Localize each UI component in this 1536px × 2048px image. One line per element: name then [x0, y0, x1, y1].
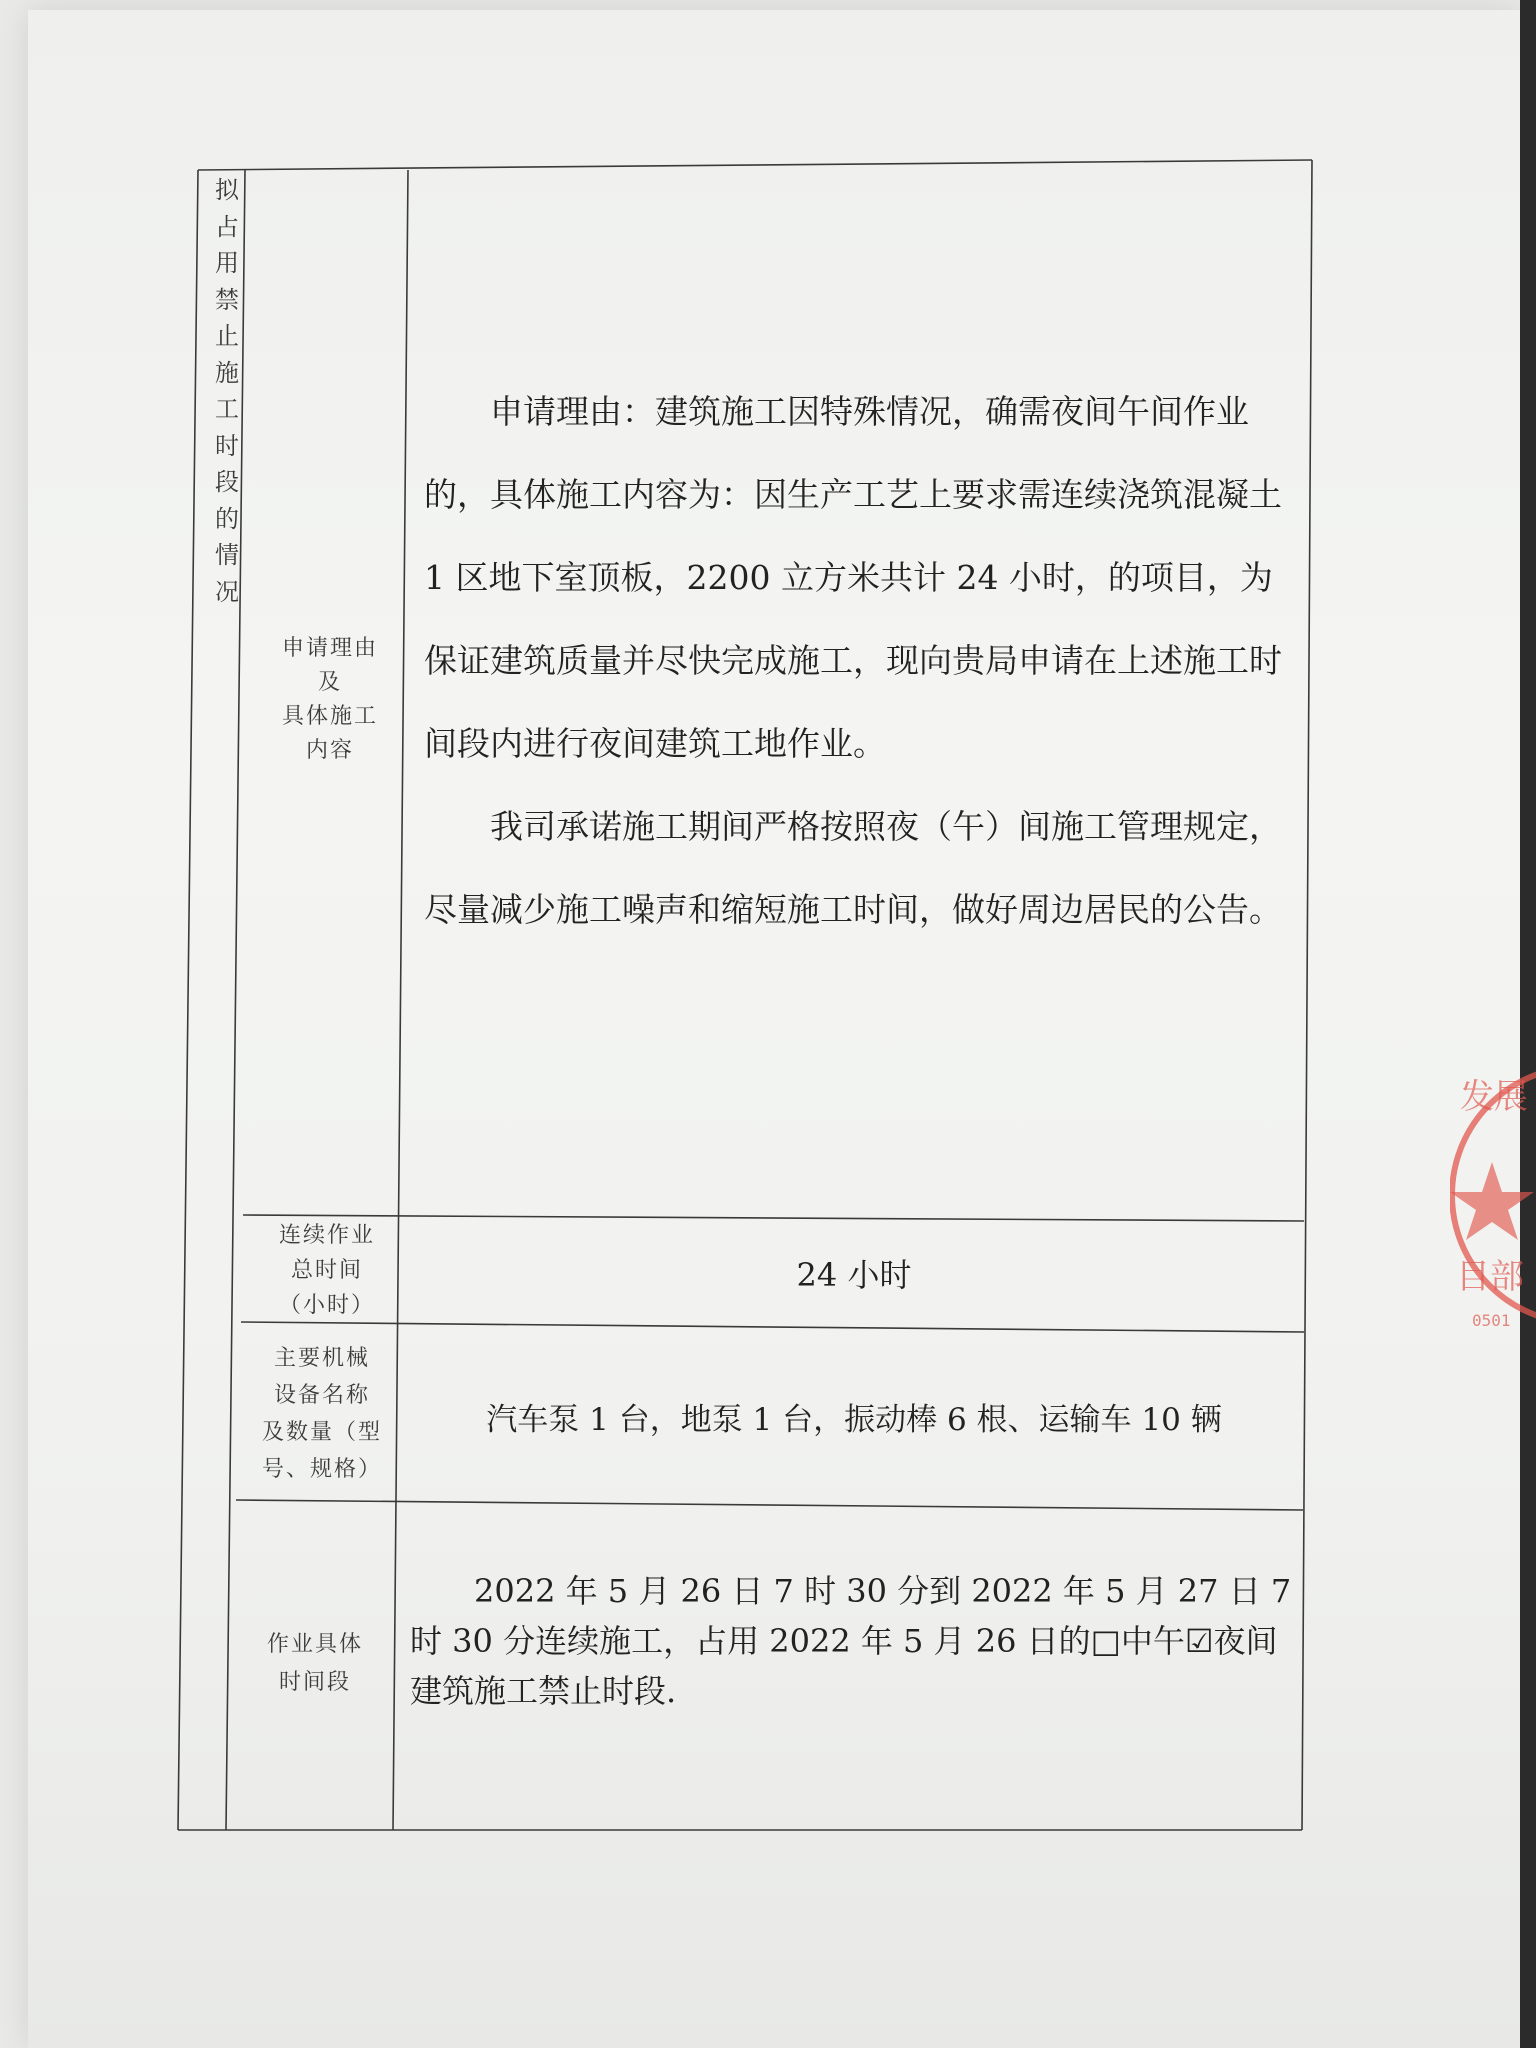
- machinery-label-line: 设备名称: [273, 1383, 370, 1408]
- reason-label-line: 具体施工: [281, 704, 378, 729]
- total-time-value: 24 小时: [796, 1256, 912, 1294]
- machinery-label-line: 号、规格）: [261, 1457, 382, 1482]
- seal-text-top: 发展: [1460, 1077, 1528, 1117]
- seal-star-icon: [1450, 1162, 1534, 1240]
- table-outer-left-border: [178, 170, 198, 1830]
- row-divider-1: [243, 1215, 1304, 1221]
- commitment-paragraph: 我司承诺施工期间严格按照夜（午）间施工管理规定，尽量减少施工噪声和缩短施工时间，做好周边居民的公告。: [424, 807, 1282, 929]
- reason-content: [424, 370, 1304, 951]
- reason-label-line: 及: [317, 670, 342, 695]
- period-value: 2022 年 5 月 26 日 7 时 30 分到 2022 年 5 月 27 日 7 时 30 分连续施工，占用 2022 年 5 月 26 日的□中午☑夜间建筑施工禁止时段.: [410, 1572, 1292, 1710]
- seal-graphic: [1450, 1050, 1536, 1340]
- seal-code: 0501: [1472, 1311, 1511, 1330]
- reason-label-line: 内容: [305, 738, 354, 763]
- total-time-label-line: 总时间: [290, 1258, 363, 1283]
- total-time-label-line: （小时）: [278, 1293, 375, 1318]
- total-time-label: [254, 1218, 400, 1323]
- seal-text-bottom: 目部: [1456, 1257, 1524, 1297]
- reason-paragraph: 申请理由：建筑施工因特殊情况，确需夜间午间作业的，具体施工内容为：因生产工艺上要求需连续浇筑混凝土 1 区地下室顶板，2200 立方米共计 24 小时，的项目，为保证建筑质量并尽快完成施工，现向贵局申请在上述施工时间段内进行夜间建筑工地作业。: [424, 392, 1282, 763]
- section-title: 拟占用禁止施工时段的情况: [215, 176, 239, 606]
- reason-label: [262, 632, 398, 768]
- table-top-border: [198, 160, 1312, 170]
- row-divider-2: [241, 1322, 1304, 1332]
- machinery-label: [248, 1340, 396, 1488]
- machinery-label-line: 及数量（型: [261, 1420, 382, 1445]
- machinery-label-line: 主要机械: [273, 1346, 370, 1371]
- total-time-label-line: 连续作业: [278, 1223, 375, 1248]
- period-label-line: 作业具体: [266, 1632, 363, 1657]
- machinery-value: 汽车泵 1 台，地泵 1 台，振动棒 6 根、运输车 10 辆: [486, 1402, 1222, 1438]
- reason-label-line: 申请理由: [281, 636, 378, 661]
- period-label-line: 时间段: [278, 1670, 351, 1695]
- period-label: [240, 1626, 390, 1702]
- label-column-divider: [393, 170, 408, 1830]
- company-seal-stamp: [1450, 1050, 1536, 1340]
